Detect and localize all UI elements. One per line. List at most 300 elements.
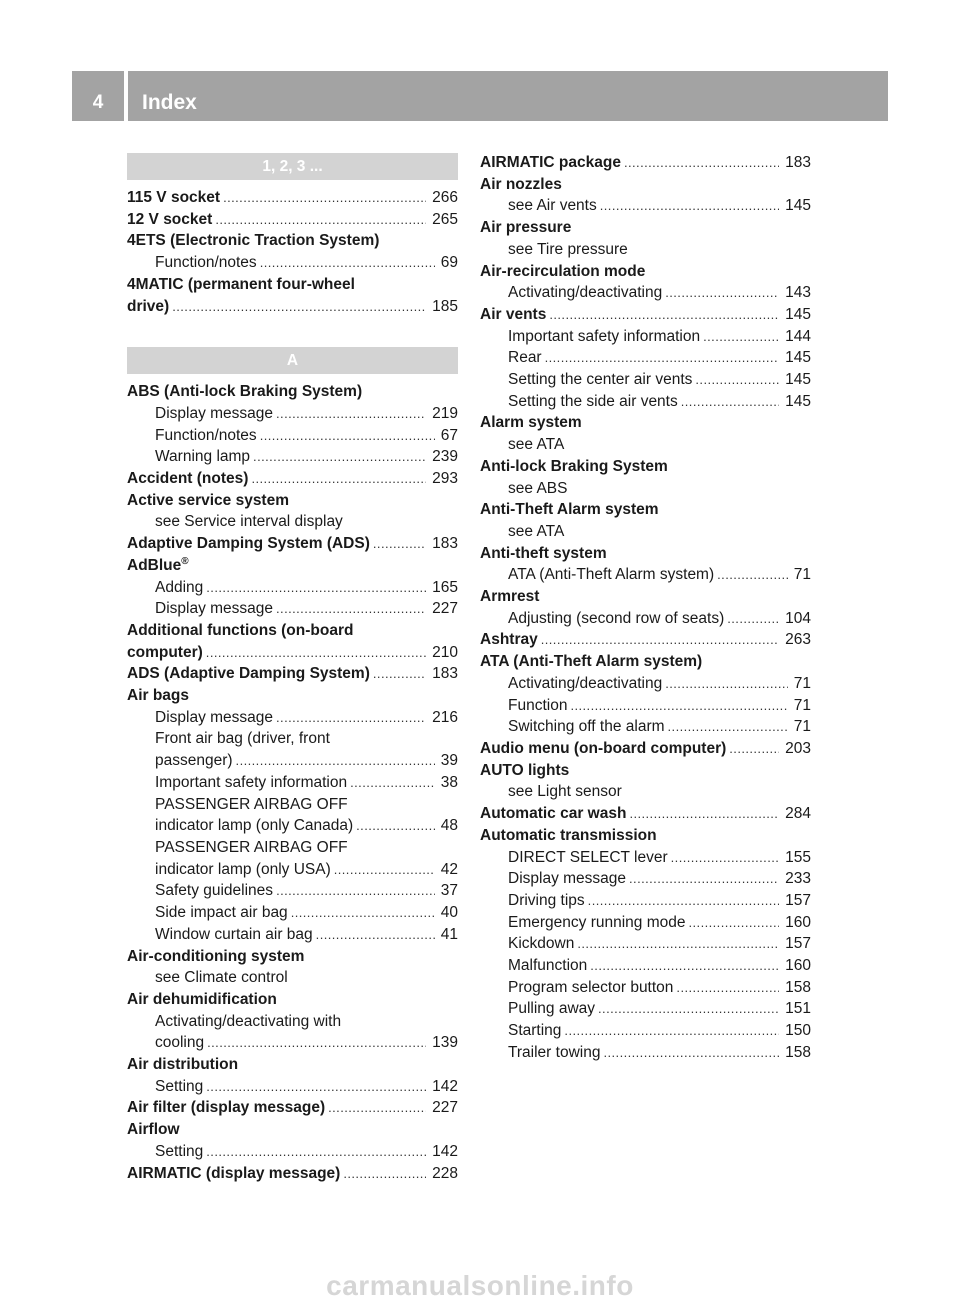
index-entry bbox=[480, 412, 811, 434]
dot-leader bbox=[603, 1042, 779, 1064]
page-header bbox=[72, 71, 888, 121]
index-entry bbox=[127, 1163, 458, 1185]
entry-label: Air-recirculation mode bbox=[480, 262, 646, 280]
page-title: Index bbox=[142, 91, 197, 114]
dot-leader bbox=[276, 880, 435, 902]
index-entry bbox=[480, 152, 811, 174]
page-ref: 38 bbox=[440, 773, 458, 791]
index-subentry bbox=[127, 403, 458, 425]
dot-leader bbox=[703, 326, 779, 348]
index-entry bbox=[480, 586, 811, 608]
page-ref: 203 bbox=[785, 739, 811, 757]
index-subentry bbox=[127, 577, 458, 599]
dot-leader bbox=[549, 304, 779, 326]
index-entry bbox=[480, 651, 811, 673]
index-subentry bbox=[127, 1076, 458, 1098]
dot-leader bbox=[251, 468, 426, 490]
index-entry bbox=[127, 187, 458, 209]
subentry-label: passenger) bbox=[155, 752, 233, 770]
subentry-label: Rear bbox=[508, 349, 542, 367]
entry-label: Air nozzles bbox=[480, 175, 562, 193]
page-ref: 227 bbox=[432, 600, 458, 618]
dot-leader bbox=[253, 446, 426, 468]
entry-label: 115 V socket bbox=[127, 189, 221, 206]
index-subentry bbox=[480, 955, 811, 977]
entry-label: Air vents bbox=[480, 305, 547, 323]
index-entry bbox=[127, 468, 458, 490]
index-term bbox=[127, 490, 458, 533]
subentry-label: Window curtain air bag bbox=[155, 925, 313, 943]
index-entry bbox=[480, 261, 811, 283]
dot-leader bbox=[665, 673, 788, 695]
page-ref: 145 bbox=[785, 392, 811, 410]
index-subentry bbox=[480, 998, 811, 1020]
page-ref: 40 bbox=[440, 904, 458, 922]
subentry-label: Function/notes bbox=[155, 426, 257, 444]
index-subentry bbox=[480, 239, 811, 261]
subentry-label: ATA (Anti-Theft Alarm system) bbox=[508, 566, 715, 584]
index-term bbox=[480, 499, 811, 542]
entry-label: Armrest bbox=[480, 588, 540, 606]
entry-label: AIRMATIC (display message) bbox=[127, 1164, 341, 1182]
index-subentry bbox=[127, 924, 458, 946]
page-ref: 39 bbox=[440, 752, 458, 770]
index-subentry bbox=[480, 673, 811, 695]
subentry-label: indicator lamp (only USA) bbox=[155, 860, 331, 878]
page-ref: 139 bbox=[432, 1034, 458, 1052]
page-ref: 48 bbox=[440, 817, 458, 835]
index-subentry bbox=[127, 902, 458, 924]
subentry-label: Adding bbox=[155, 578, 204, 596]
entry-label: Air-conditioning system bbox=[127, 947, 305, 965]
page-ref: 216 bbox=[432, 708, 458, 726]
subentry-label: Activating/deactivating bbox=[508, 284, 663, 302]
subentry-label: Driving tips bbox=[508, 891, 585, 909]
index-entry bbox=[127, 274, 458, 296]
subentry-label: Display message bbox=[155, 600, 274, 618]
entry-label: ATA (Anti-Theft Alarm system) bbox=[480, 653, 703, 671]
index-entry bbox=[127, 230, 458, 252]
entry-label: ADS (Adaptive Damping System) bbox=[127, 665, 370, 683]
index-subentry bbox=[127, 1141, 458, 1163]
index-subentry bbox=[480, 478, 811, 500]
entry-label: computer) bbox=[127, 643, 203, 661]
subentry-label: DIRECT SELECT lever bbox=[508, 848, 668, 866]
dot-leader bbox=[350, 772, 435, 794]
page-ref: 71 bbox=[793, 696, 811, 714]
index-term bbox=[127, 533, 458, 555]
subentry-label: indicator lamp (only Canada) bbox=[155, 817, 354, 835]
index-entry bbox=[480, 304, 811, 326]
index-term bbox=[480, 825, 811, 1064]
index-term bbox=[480, 261, 811, 304]
index-term bbox=[480, 629, 811, 651]
page-ref: 157 bbox=[785, 891, 811, 909]
index-subentry bbox=[480, 1020, 811, 1042]
entry-label: Additional functions (on-board bbox=[127, 621, 354, 639]
index-term bbox=[127, 620, 458, 663]
subentry-label: see Service interval display bbox=[155, 513, 343, 531]
page-ref: 228 bbox=[432, 1164, 458, 1182]
index-entry bbox=[127, 663, 458, 685]
index-term bbox=[127, 274, 458, 317]
index-subentry bbox=[480, 868, 811, 890]
dot-leader bbox=[598, 998, 779, 1020]
index-subentry bbox=[127, 815, 458, 837]
subentry-label: Front air bag (driver, front bbox=[155, 730, 330, 748]
dot-leader bbox=[260, 425, 435, 447]
subentry-label: see Climate control bbox=[155, 969, 288, 987]
index-entry bbox=[480, 543, 811, 565]
index-entry bbox=[127, 685, 458, 707]
index-subentry bbox=[127, 707, 458, 729]
page-ref: 150 bbox=[785, 1022, 811, 1040]
dot-leader bbox=[223, 187, 426, 209]
page-ref: 183 bbox=[785, 154, 811, 171]
page-ref: 145 bbox=[785, 305, 811, 323]
dot-leader bbox=[545, 347, 780, 369]
entry-label: drive) bbox=[127, 297, 170, 315]
index-term bbox=[480, 456, 811, 499]
page-ref: 160 bbox=[785, 913, 811, 931]
index-subentry bbox=[480, 847, 811, 869]
dot-leader bbox=[206, 1076, 426, 1098]
dot-leader bbox=[629, 803, 779, 825]
index-entry bbox=[480, 499, 811, 521]
subentry-label: see ABS bbox=[508, 479, 568, 497]
index-term bbox=[480, 651, 811, 738]
dot-leader bbox=[727, 608, 779, 630]
page-ref: 266 bbox=[432, 189, 458, 206]
page-ref: 158 bbox=[785, 978, 811, 996]
entry-label: Anti-Theft Alarm system bbox=[480, 501, 659, 519]
subentry-label: see Air vents bbox=[508, 197, 597, 215]
dot-leader bbox=[215, 209, 426, 231]
section-heading: A bbox=[127, 347, 458, 374]
index-subentry bbox=[480, 434, 811, 456]
page-ref: 155 bbox=[785, 848, 811, 866]
entry-label: Airflow bbox=[127, 1121, 180, 1139]
index-subentry bbox=[480, 391, 811, 413]
index-subentry bbox=[480, 1042, 811, 1064]
entry-label: Alarm system bbox=[480, 414, 582, 432]
dot-leader bbox=[236, 750, 435, 772]
dot-leader bbox=[668, 716, 788, 738]
entry-label: AUTO lights bbox=[480, 761, 570, 779]
index-entry bbox=[127, 989, 458, 1011]
page-ref: 37 bbox=[440, 882, 458, 900]
index-term bbox=[480, 738, 811, 760]
dot-leader bbox=[541, 629, 779, 651]
entry-label: Air dehumidification bbox=[127, 990, 277, 1008]
index-column-right bbox=[480, 152, 811, 1064]
subentry-label: Switching off the alarm bbox=[508, 718, 665, 736]
dot-leader bbox=[590, 955, 779, 977]
page-ref: 142 bbox=[432, 1142, 458, 1160]
dot-leader bbox=[564, 1020, 779, 1042]
entry-label: Air bags bbox=[127, 687, 190, 705]
index-column-left bbox=[127, 153, 458, 1184]
page-ref: 284 bbox=[785, 805, 811, 823]
entry-label: Ashtray bbox=[480, 631, 538, 649]
index-term bbox=[127, 1119, 458, 1162]
dot-leader bbox=[624, 152, 779, 174]
subentry-label: Setting bbox=[155, 1077, 204, 1095]
subentry-label: Kickdown bbox=[508, 935, 575, 953]
index-entry bbox=[127, 946, 458, 968]
dot-leader bbox=[729, 738, 779, 760]
page-ref: 145 bbox=[785, 349, 811, 367]
page-ref: 183 bbox=[432, 535, 458, 553]
index-subentry bbox=[480, 912, 811, 934]
dot-leader bbox=[681, 391, 779, 413]
page-ref: 165 bbox=[432, 578, 458, 596]
index-subentry bbox=[480, 716, 811, 738]
index-entry bbox=[480, 760, 811, 782]
index-entry bbox=[127, 1119, 458, 1141]
page-ref: 263 bbox=[785, 631, 811, 649]
entry-label: Air pressure bbox=[480, 219, 572, 237]
subentry-label: Side impact air bag bbox=[155, 904, 288, 922]
index-subentry bbox=[480, 326, 811, 348]
page-ref: 219 bbox=[432, 404, 458, 422]
index-term bbox=[127, 230, 458, 273]
index-subentry bbox=[480, 781, 811, 803]
dot-leader bbox=[276, 598, 426, 620]
subentry-label: Important safety information bbox=[508, 327, 701, 345]
index-term bbox=[480, 803, 811, 825]
index-term bbox=[127, 381, 458, 468]
entry-label: Active service system bbox=[127, 491, 290, 509]
page-ref: 143 bbox=[785, 284, 811, 302]
dot-leader bbox=[260, 252, 435, 274]
subentry-label: Starting bbox=[508, 1022, 562, 1040]
index-subentry bbox=[480, 933, 811, 955]
index-subentry bbox=[480, 977, 811, 999]
index-entry bbox=[127, 381, 458, 403]
page-ref: 71 bbox=[793, 674, 811, 692]
entry-label: Audio menu (on-board computer) bbox=[480, 739, 727, 757]
index-term bbox=[127, 187, 458, 209]
page-ref: 104 bbox=[785, 609, 811, 627]
dot-leader bbox=[207, 1032, 426, 1054]
index-entry bbox=[127, 1097, 458, 1119]
subentry-label: Emergency running mode bbox=[508, 913, 686, 931]
page-ref: 210 bbox=[432, 643, 458, 661]
page-ref: 185 bbox=[432, 297, 458, 315]
index-term bbox=[127, 1054, 458, 1097]
dot-leader bbox=[328, 1097, 426, 1119]
index-subentry bbox=[480, 282, 811, 304]
page-ref: 158 bbox=[785, 1043, 811, 1061]
index-subentry bbox=[127, 252, 458, 274]
dot-leader bbox=[689, 912, 780, 934]
dot-leader bbox=[588, 890, 779, 912]
entry-label: 12 V socket bbox=[127, 210, 213, 228]
index-entry bbox=[127, 1054, 458, 1076]
subentry-label: cooling bbox=[155, 1034, 205, 1052]
dot-leader bbox=[629, 868, 779, 890]
index-subentry bbox=[480, 369, 811, 391]
page-ref: 160 bbox=[785, 957, 811, 975]
index-term bbox=[480, 152, 811, 174]
index-subentry bbox=[127, 794, 458, 816]
entry-label: 4ETS (Electronic Traction System) bbox=[127, 232, 380, 250]
index-entry bbox=[127, 490, 458, 512]
subentry-label: Trailer towing bbox=[508, 1043, 601, 1061]
page-ref: 265 bbox=[432, 210, 458, 228]
subentry-label: Setting the center air vents bbox=[508, 371, 693, 389]
index-subentry bbox=[480, 347, 811, 369]
index-term bbox=[127, 685, 458, 945]
dot-leader bbox=[373, 663, 426, 685]
entry-label: Accident (notes) bbox=[127, 470, 249, 488]
page-ref: 157 bbox=[785, 935, 811, 953]
subentry-label: Function bbox=[508, 696, 568, 714]
index-entry bbox=[127, 620, 458, 642]
index-subentry bbox=[127, 1011, 458, 1033]
index-term bbox=[480, 543, 811, 586]
dot-leader bbox=[206, 642, 426, 664]
index-entry bbox=[480, 217, 811, 239]
index-subentry bbox=[127, 859, 458, 881]
subentry-label: see Light sensor bbox=[508, 783, 622, 801]
index-term bbox=[127, 989, 458, 1054]
subentry-label: Activating/deactivating bbox=[508, 674, 663, 692]
index-entry bbox=[480, 174, 811, 196]
index-subentry bbox=[127, 837, 458, 859]
index-subentry bbox=[127, 967, 458, 989]
subentry-label: Display message bbox=[155, 404, 274, 422]
dot-leader bbox=[343, 1163, 426, 1185]
entry-label: 4MATIC (permanent four-wheel bbox=[127, 275, 355, 293]
dot-leader bbox=[577, 933, 779, 955]
index-term bbox=[127, 468, 458, 490]
page-ref: 145 bbox=[785, 197, 811, 215]
page-ref: 67 bbox=[440, 426, 458, 444]
index-entry bbox=[480, 825, 811, 847]
dot-leader bbox=[334, 859, 435, 881]
subentry-label: Display message bbox=[508, 870, 627, 888]
page-ref: 71 bbox=[793, 718, 811, 736]
page-ref: 145 bbox=[785, 371, 811, 389]
index-subentry bbox=[480, 608, 811, 630]
dot-leader bbox=[600, 195, 779, 217]
index-term bbox=[480, 304, 811, 413]
index-subentry bbox=[480, 695, 811, 717]
index-subentry bbox=[480, 890, 811, 912]
dot-leader bbox=[291, 902, 435, 924]
index-term bbox=[127, 1097, 458, 1119]
dot-leader bbox=[695, 369, 779, 391]
page-ref: 233 bbox=[785, 870, 811, 888]
subentry-label: Pulling away bbox=[508, 1000, 596, 1018]
subentry-label: Program selector button bbox=[508, 978, 674, 996]
subentry-label: PASSENGER AIRBAG OFF bbox=[155, 838, 348, 856]
index-entry bbox=[480, 629, 811, 651]
index-term bbox=[127, 663, 458, 685]
entry-label: ABS (Anti-lock Braking System) bbox=[127, 383, 363, 401]
index-term bbox=[480, 217, 811, 260]
index-subentry bbox=[127, 880, 458, 902]
entry-label: Anti-theft system bbox=[480, 544, 607, 562]
index-subentry bbox=[127, 425, 458, 447]
index-subentry bbox=[127, 772, 458, 794]
index-entry bbox=[127, 555, 458, 577]
dot-leader bbox=[671, 847, 779, 869]
index-subentry bbox=[127, 750, 458, 772]
subentry-label: Malfunction bbox=[508, 957, 588, 975]
index-entry bbox=[480, 803, 811, 825]
dot-leader bbox=[276, 403, 426, 425]
index-subentry bbox=[127, 446, 458, 468]
subentry-label: see ATA bbox=[508, 436, 565, 454]
index-entry bbox=[127, 296, 458, 318]
page-ref: 42 bbox=[440, 860, 458, 878]
page-ref: 41 bbox=[440, 925, 458, 943]
dot-leader bbox=[570, 695, 787, 717]
index-term bbox=[480, 174, 811, 217]
entry-label: Automatic transmission bbox=[480, 826, 657, 844]
index-entry bbox=[127, 533, 458, 555]
entry-label: AIRMATIC package bbox=[480, 154, 621, 171]
entry-label: Air filter (display message) bbox=[127, 1099, 326, 1117]
subentry-label: Important safety information bbox=[155, 773, 348, 791]
dot-leader bbox=[276, 707, 426, 729]
entry-label: Anti-lock Braking System bbox=[480, 457, 668, 475]
index-subentry bbox=[127, 1032, 458, 1054]
subentry-label: Activating/deactivating with bbox=[155, 1012, 342, 1030]
subentry-label: see ATA bbox=[508, 522, 565, 540]
index-term bbox=[127, 1163, 458, 1185]
index-term bbox=[127, 946, 458, 989]
dot-leader bbox=[206, 1141, 426, 1163]
index-term bbox=[127, 555, 458, 620]
index-term bbox=[480, 412, 811, 455]
subentry-label: Function/notes bbox=[155, 254, 257, 272]
subentry-label: PASSENGER AIRBAG OFF bbox=[155, 795, 348, 813]
index-subentry bbox=[127, 598, 458, 620]
subentry-label: see Tire pressure bbox=[508, 240, 628, 258]
index-subentry bbox=[480, 195, 811, 217]
dot-leader bbox=[373, 533, 426, 555]
page-ref: 144 bbox=[785, 327, 811, 345]
dot-leader bbox=[316, 924, 435, 946]
entry-label: Adaptive Damping System (ADS) bbox=[127, 535, 370, 553]
entry-label: Automatic car wash bbox=[480, 805, 627, 823]
entry-label: AdBlue® bbox=[127, 555, 189, 574]
entry-label: Air distribution bbox=[127, 1056, 239, 1074]
page-ref: 227 bbox=[432, 1099, 458, 1117]
index-term bbox=[480, 760, 811, 803]
dot-leader bbox=[172, 296, 426, 318]
index-entry bbox=[480, 738, 811, 760]
subentry-label: Setting the side air vents bbox=[508, 392, 678, 410]
index-subentry bbox=[480, 521, 811, 543]
index-entry bbox=[127, 642, 458, 664]
index-term bbox=[480, 586, 811, 629]
index-entry bbox=[480, 456, 811, 478]
page-ref: 239 bbox=[432, 448, 458, 466]
section-heading: 1, 2, 3 ... bbox=[127, 153, 458, 180]
page-ref: 71 bbox=[793, 566, 811, 584]
dot-leader bbox=[206, 577, 426, 599]
subentry-label: Safety guidelines bbox=[155, 882, 274, 900]
index-term bbox=[127, 209, 458, 231]
registered-mark: ® bbox=[181, 555, 189, 567]
page-ref: 293 bbox=[432, 470, 458, 488]
subentry-label: Setting bbox=[155, 1142, 204, 1160]
